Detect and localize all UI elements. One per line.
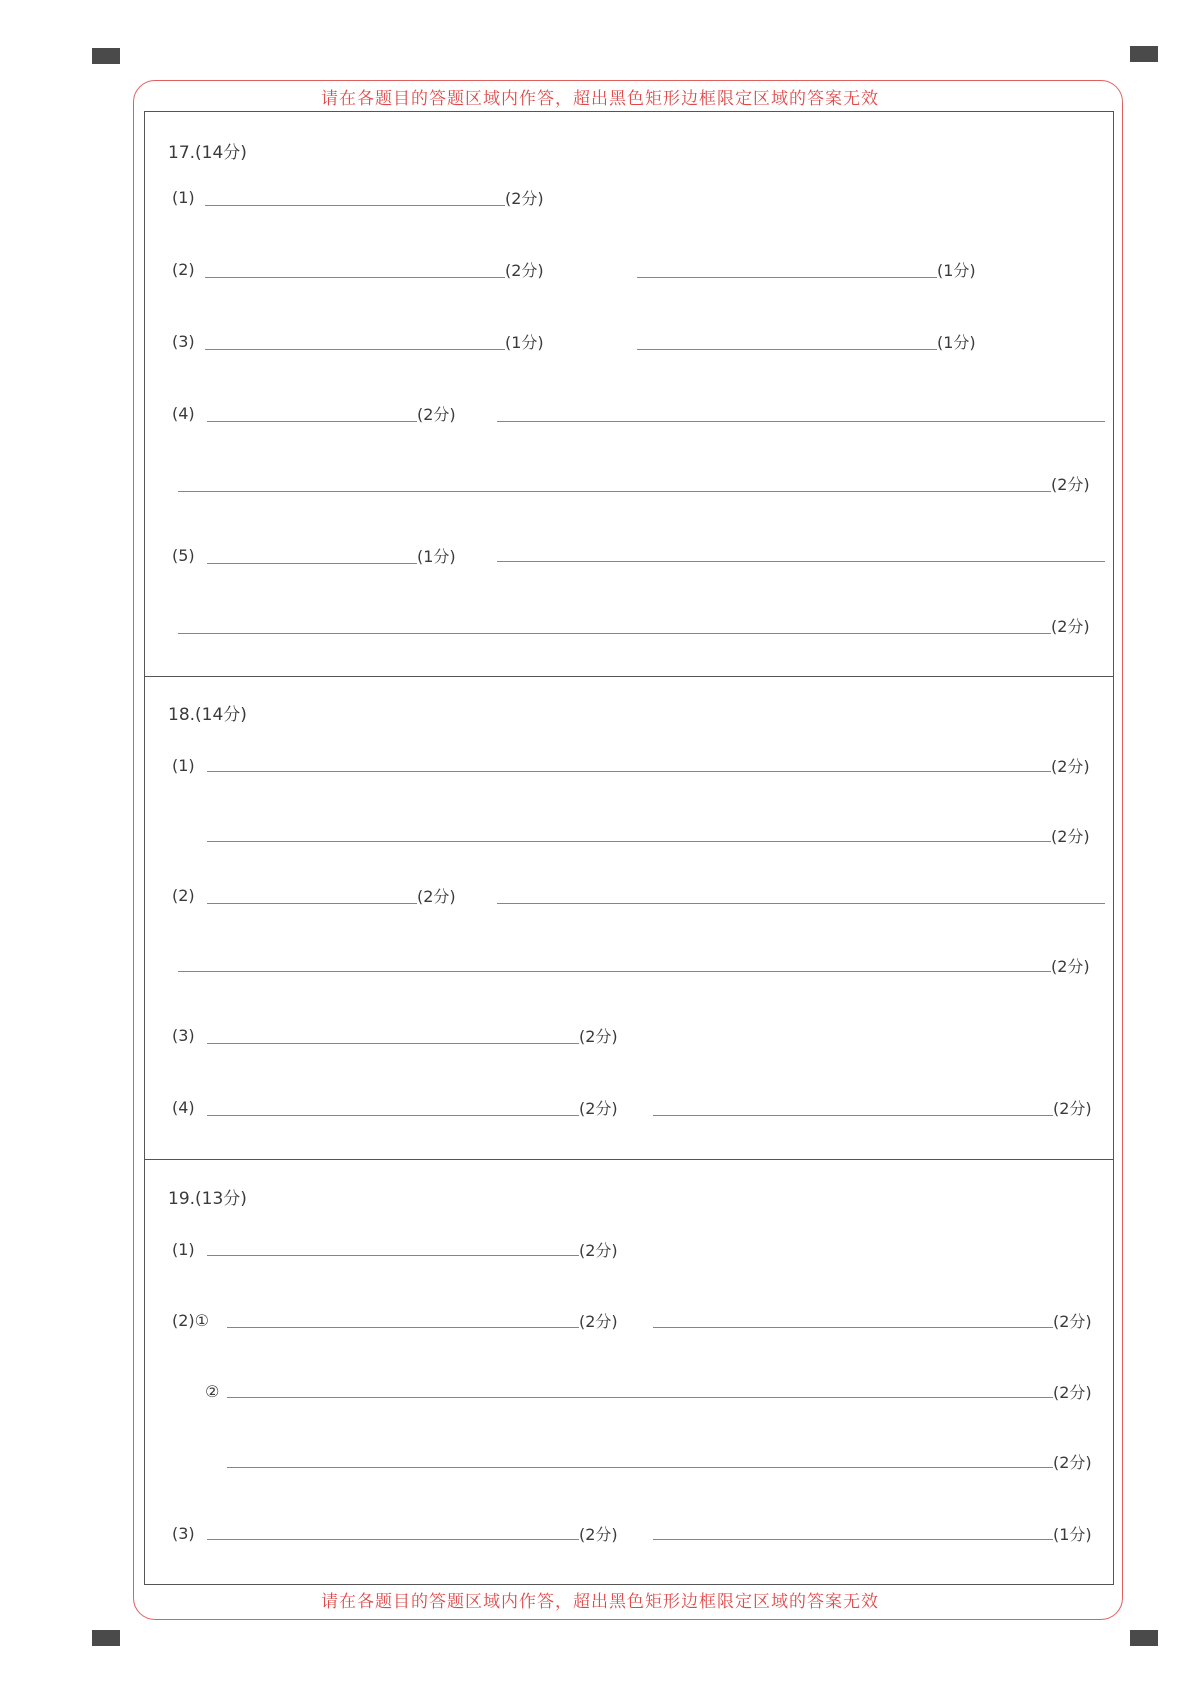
q19-part2-answer-line-4[interactable]: [227, 1467, 1053, 1468]
q19-part2-answer-line-2[interactable]: [653, 1327, 1053, 1328]
q17-part3-score-1: (1分): [505, 333, 544, 352]
q17-part3-answer-line-2[interactable]: [637, 349, 937, 350]
section-divider-18: [144, 676, 1114, 677]
q18-part2-score-1: (2分): [417, 887, 456, 906]
q17-part3-label: (3): [172, 332, 195, 351]
alignment-marker-bottom-left: [92, 1630, 120, 1646]
q17-part2-answer-line-2[interactable]: [637, 277, 937, 278]
q18-part1-answer-line-1[interactable]: [207, 771, 1051, 772]
q18-part3-answer-line[interactable]: [207, 1043, 579, 1044]
q17-part5-answer-line-2[interactable]: [497, 561, 1105, 562]
q17-part1-label: (1): [172, 188, 195, 207]
q17-part4-answer-line-2[interactable]: [497, 421, 1105, 422]
q19-part2-answer-line-1[interactable]: [227, 1327, 579, 1328]
q17-part4-label: (4): [172, 404, 195, 423]
q17-part2-label: (2): [172, 260, 195, 279]
q17-part5-answer-line-1[interactable]: [207, 563, 417, 564]
q18-part1-answer-line-2[interactable]: [207, 841, 1051, 842]
q17-part5-label: (5): [172, 546, 195, 565]
q18-part1-score-1: (2分): [1051, 757, 1090, 776]
q19-part1-label: (1): [172, 1240, 195, 1259]
q17-part3-score-2: (1分): [937, 333, 976, 352]
q18-part4-score-2: (2分): [1053, 1099, 1092, 1118]
q17-part1-answer-line[interactable]: [205, 205, 505, 206]
question-19-title: 19.(13分): [168, 1189, 247, 1209]
q19-part3-label: (3): [172, 1524, 195, 1543]
q18-part2-score-2: (2分): [1051, 957, 1090, 976]
q19-part1-answer-line[interactable]: [207, 1255, 579, 1256]
q18-part1-label: (1): [172, 756, 195, 775]
q19-part2-score-4: (2分): [1053, 1453, 1092, 1472]
q17-part5-answer-line-3[interactable]: [178, 633, 1051, 634]
q19-part1-score: (2分): [579, 1241, 618, 1260]
q19-part2-label: (2)①: [172, 1311, 210, 1330]
q18-part3-label: (3): [172, 1026, 195, 1045]
q19-part2-score-1: (2分): [579, 1312, 618, 1331]
q18-part4-label: (4): [172, 1098, 195, 1117]
q18-part2-label: (2): [172, 886, 195, 905]
notice-top: 请在各题目的答题区域内作答，超出黑色矩形边框限定区域的答案无效: [321, 89, 879, 109]
q19-part2-sub2-label: ②: [205, 1382, 220, 1401]
q17-part4-score-2: (2分): [1051, 475, 1090, 494]
q19-part3-answer-line-2[interactable]: [653, 1539, 1053, 1540]
q18-part4-score-1: (2分): [579, 1099, 618, 1118]
q19-part3-score-2: (1分): [1053, 1525, 1092, 1544]
q17-part2-score-1: (2分): [505, 261, 544, 280]
q19-part3-answer-line-1[interactable]: [207, 1539, 579, 1540]
alignment-marker-bottom-right: [1130, 1630, 1158, 1646]
question-17-title: 17.(14分): [168, 143, 247, 163]
q17-part4-score-1: (2分): [417, 405, 456, 424]
q18-part4-answer-line-2[interactable]: [653, 1115, 1053, 1116]
q18-part4-answer-line-1[interactable]: [207, 1115, 579, 1116]
q18-part2-answer-line-2[interactable]: [497, 903, 1105, 904]
q17-part2-score-2: (1分): [937, 261, 976, 280]
notice-bottom: 请在各题目的答题区域内作答，超出黑色矩形边框限定区域的答案无效: [321, 1592, 879, 1612]
q17-part4-answer-line-1[interactable]: [207, 421, 417, 422]
q17-part3-answer-line-1[interactable]: [205, 349, 505, 350]
q19-part2-score-2: (2分): [1053, 1312, 1092, 1331]
q17-part5-score-1: (1分): [417, 547, 456, 566]
q17-part1-score: (2分): [505, 189, 544, 208]
q18-part2-answer-line-3[interactable]: [178, 971, 1051, 972]
q18-part2-answer-line-1[interactable]: [207, 903, 417, 904]
alignment-marker-top-left: [92, 48, 120, 64]
q18-part3-score: (2分): [579, 1027, 618, 1046]
alignment-marker-top-right: [1130, 46, 1158, 62]
q17-part5-score-2: (2分): [1051, 617, 1090, 636]
q19-part2-score-3: (2分): [1053, 1383, 1092, 1402]
q17-part2-answer-line-1[interactable]: [205, 277, 505, 278]
question-18-title: 18.(14分): [168, 705, 247, 725]
q19-part3-score-1: (2分): [579, 1525, 618, 1544]
q19-part2-answer-line-3[interactable]: [227, 1397, 1053, 1398]
q18-part1-score-2: (2分): [1051, 827, 1090, 846]
q17-part4-answer-line-3[interactable]: [178, 491, 1051, 492]
section-divider-19: [144, 1159, 1114, 1160]
